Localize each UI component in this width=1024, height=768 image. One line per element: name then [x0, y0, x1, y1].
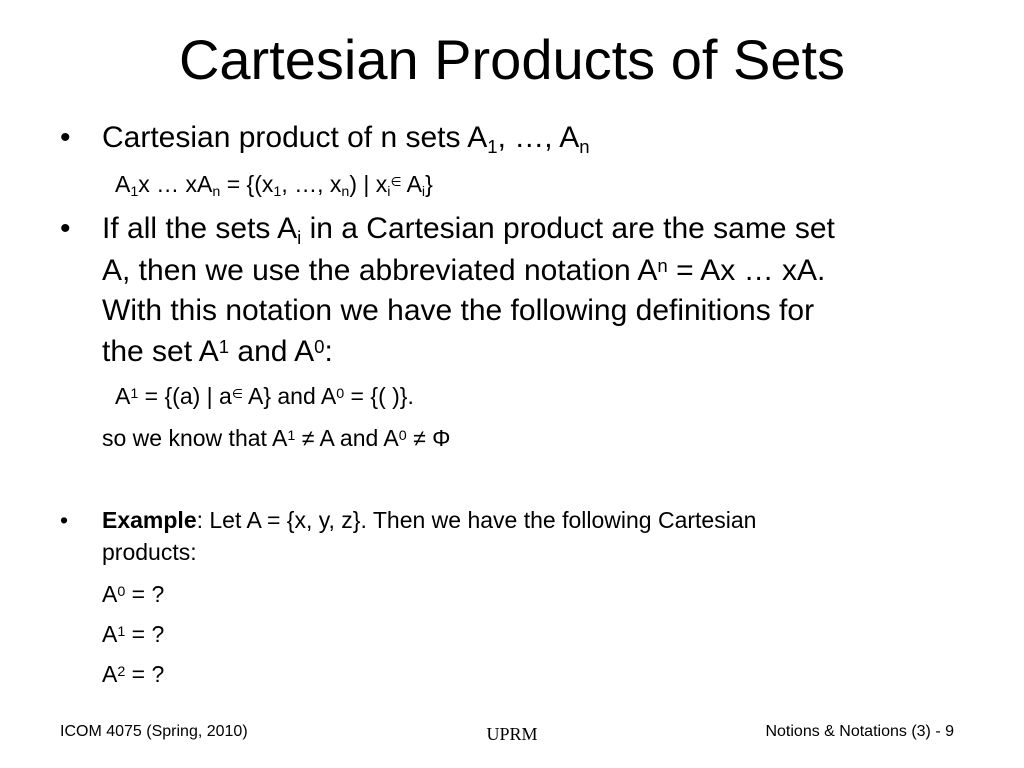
- q2-sup: 2: [117, 663, 126, 680]
- d2-sup2: 0: [336, 385, 345, 402]
- definition-cartesian-n: [115, 170, 433, 202]
- q1-sup: 1: [117, 623, 126, 640]
- d3-c: ≠ Φ: [406, 425, 451, 451]
- d1-s3: 1: [273, 184, 282, 201]
- d1-s5: i: [387, 184, 391, 201]
- d3-b: ≠ A and A: [295, 425, 399, 451]
- d1-s4: n: [341, 184, 350, 201]
- b2-l1-b: in a Cartesian product are the same set: [301, 212, 835, 245]
- q0-b: = ?: [125, 581, 165, 607]
- d1-s2: n: [212, 184, 221, 201]
- d3-sup2: 0: [398, 427, 407, 444]
- definition-a1-a0: [115, 382, 414, 414]
- b2-l4-b: and A: [229, 335, 315, 368]
- d1-b: x … xA: [138, 171, 213, 197]
- d1-a: A: [115, 171, 131, 197]
- d1-g: }: [425, 171, 433, 197]
- d2-sup1: 1: [130, 385, 139, 402]
- footer-course: ICOM 4075 (Spring, 2010): [60, 723, 248, 740]
- b2-l1-a: If all the sets A: [102, 212, 298, 245]
- bullet-2-line-2: [102, 253, 825, 289]
- q2-a: A: [102, 661, 118, 687]
- d2-b: = {(a) | a: [138, 383, 232, 409]
- q1-b: = ?: [125, 621, 165, 647]
- d1-s6: i: [421, 184, 426, 201]
- q1-a: A: [102, 621, 118, 647]
- d3-sup1: 1: [287, 427, 296, 444]
- example-line-1: [102, 506, 756, 534]
- b1-text-b: , …, A: [497, 121, 580, 154]
- d1-c: = {(x: [220, 171, 274, 197]
- d1-d: , …, x: [281, 171, 342, 197]
- element-of-symbol: ∈: [231, 387, 243, 402]
- example-label: Example: [102, 507, 197, 533]
- b2-l4-a: the set A: [102, 335, 219, 368]
- bullet-2-line-3: With this notation we have the following definitions for: [102, 294, 815, 327]
- slide-title: Cartesian Products of Sets: [178, 28, 846, 91]
- bullet-icon: •: [60, 507, 69, 533]
- d3-a: so we know that A: [102, 425, 288, 451]
- q0-sup: 0: [117, 583, 126, 600]
- question-a1: [102, 620, 164, 648]
- b2-l4-c: :: [324, 335, 333, 368]
- conclusion-line: [102, 424, 450, 452]
- question-a2: [102, 660, 164, 688]
- b2-l2-sup: n: [657, 254, 668, 276]
- element-of-symbol: ∈: [390, 175, 402, 190]
- footer-page-number: Notions & Notations (3) - 9: [765, 723, 954, 740]
- d2-c: A} and A: [242, 383, 337, 409]
- b2-l1-sub: i: [297, 226, 302, 248]
- d1-s1: 1: [130, 184, 139, 201]
- b2-l2-a: A, then we use the abbreviated notation A: [102, 254, 658, 287]
- example-line-2: products:: [102, 539, 197, 565]
- bullet-1-text: [102, 120, 590, 156]
- q0-a: A: [102, 581, 118, 607]
- bullet-icon: •: [60, 121, 71, 154]
- example-text: : Let A = {x, y, z}. Then we have the following Cartesian: [196, 507, 757, 533]
- footer-institution: UPRM: [486, 724, 538, 744]
- bullet-2-line-1: [102, 211, 835, 247]
- b1-text-a: Cartesian product of n sets A: [102, 121, 488, 154]
- b2-l2-b: = Ax … xA.: [667, 254, 826, 287]
- bullet-2-line-4: [102, 334, 333, 370]
- b1-sub-n: n: [579, 135, 590, 157]
- d1-e: ) | x: [349, 171, 388, 197]
- question-a0: [102, 580, 164, 608]
- b2-l4-sup2: 0: [314, 335, 325, 357]
- d2-d: = {( )}.: [344, 383, 414, 409]
- b2-l4-sup1: 1: [218, 335, 230, 357]
- q2-b: = ?: [125, 661, 165, 687]
- d2-a: A: [115, 383, 131, 409]
- bullet-icon: •: [60, 212, 71, 245]
- d1-f: A: [401, 171, 422, 197]
- b1-sub-1: 1: [487, 135, 498, 157]
